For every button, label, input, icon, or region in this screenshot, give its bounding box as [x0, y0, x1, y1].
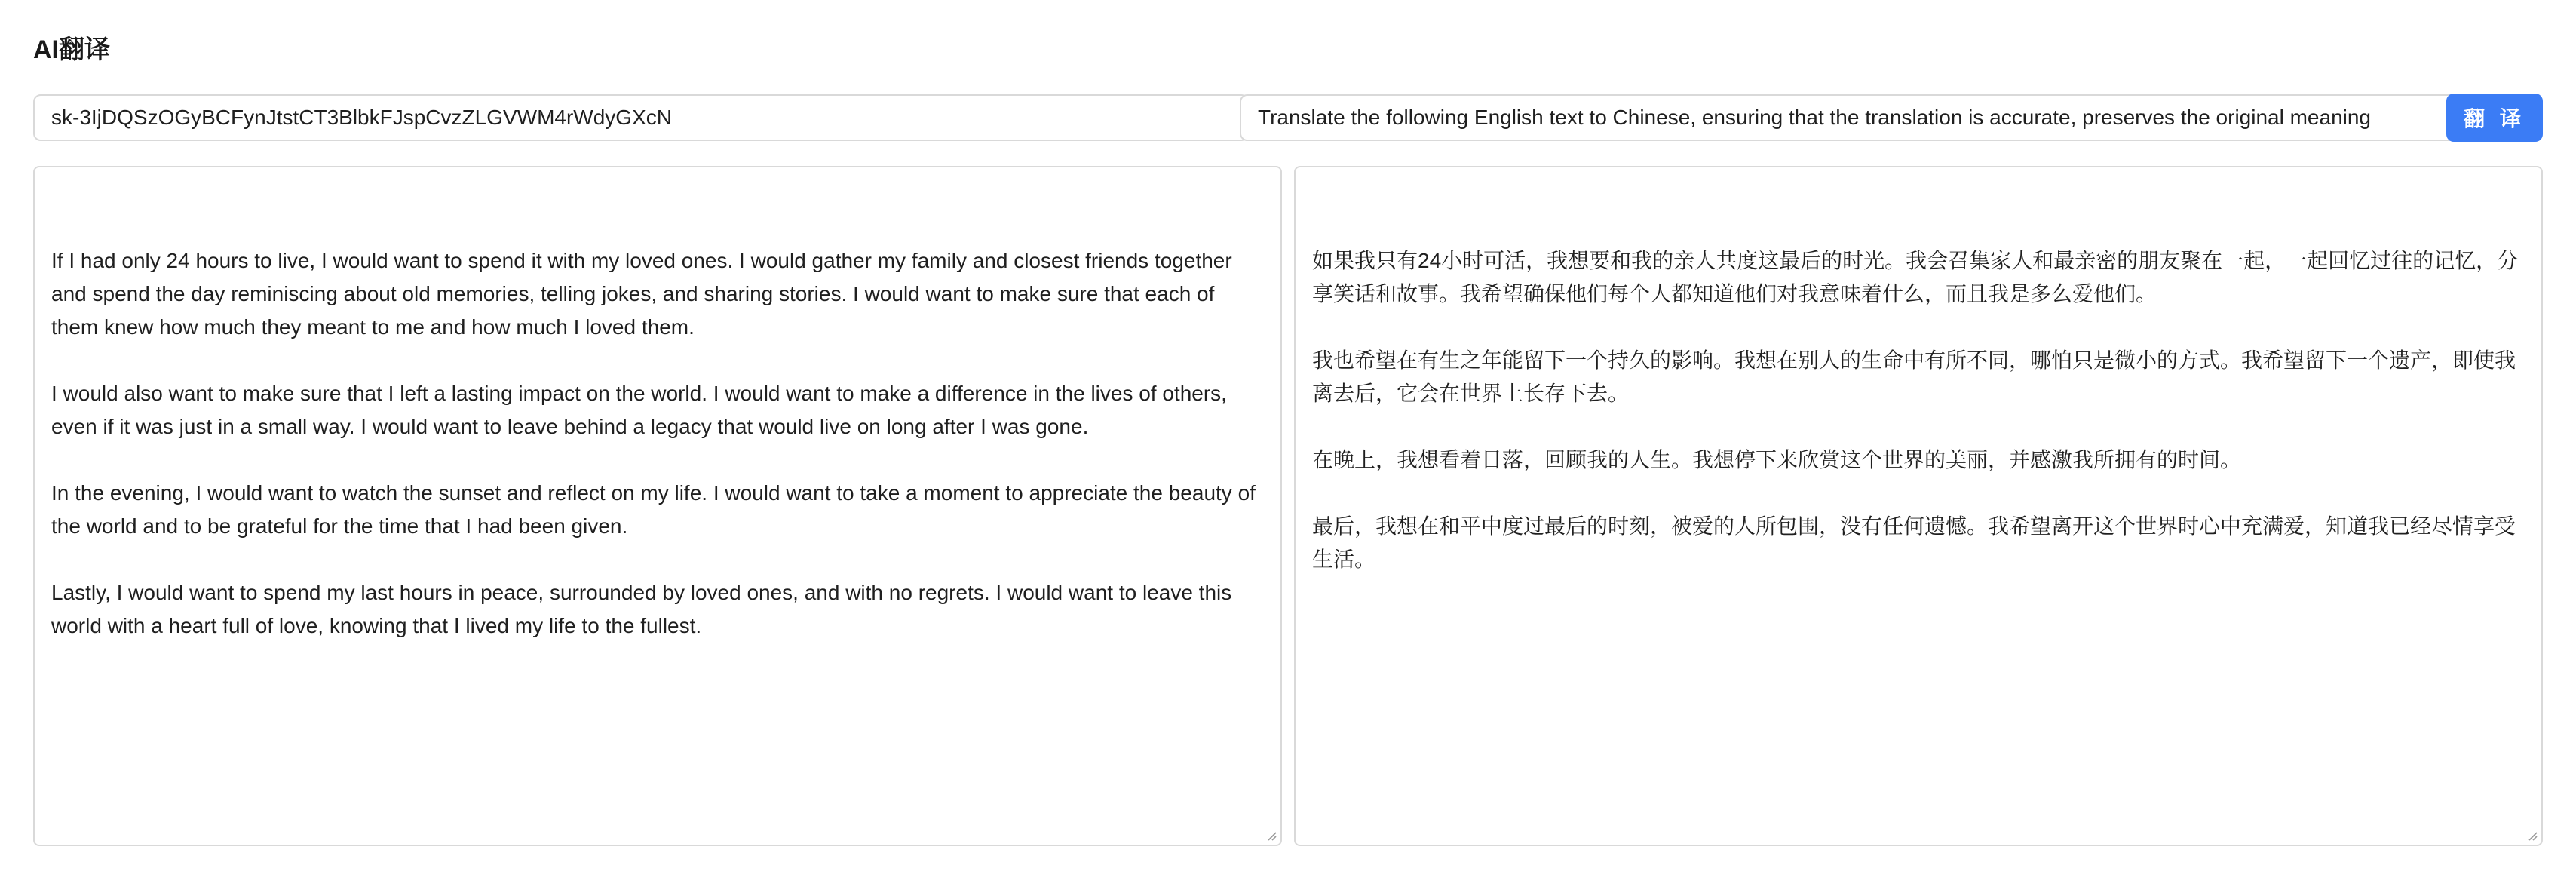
prompt-input[interactable]: [1240, 94, 2457, 141]
translate-button[interactable]: 翻 译: [2446, 94, 2543, 142]
result-textarea[interactable]: [1294, 166, 2543, 846]
resize-handle-icon[interactable]: [1265, 830, 1277, 842]
source-textarea[interactable]: [33, 166, 1282, 846]
translator-page: [33, 0, 2543, 890]
api-key-input[interactable]: [33, 94, 1249, 141]
page-title: AI翻译: [33, 35, 110, 64]
resize-handle-icon[interactable]: [2526, 830, 2538, 842]
source-text: If I had only 24 hours to live, I would want to spend it with my loved ones. I would gather my family and closest friends together and spend the day reminiscing about old memories, telling jokes, and sharing stories. I would want to make sure that each of them knew how much they meant to me and how much I loved them. I would also want to make sure that I left a lasting impact on the world. I would want to make a difference in the lives of others, even if it was just in a small way. I would want to leave behind a legacy that would live on long after I was gone. In the evening, I would want to watch the sunset and reflect on my life. I would want to take a moment to appreciate the beauty of the world and to be grateful for the time that I had been given. Lastly, I would want to spend my last hours in peace, surrounded by loved ones, and with no regrets. I would want to leave this world with a heart full of love, knowing that I lived my life to the fullest.: [51, 249, 1256, 637]
result-text: 如果我只有24小时可活，我想要和我的亲人共度这最后的时光。我会召集家人和最亲密的朋友聚在一起，一起回忆过往的记忆，分享笑话和故事。我希望确保他们每个人都知道他们对我意味着什么，而且我是多么爱他们。 我也希望在有生之年能留下一个持久的影响。我想在别人的生命中有所不同，哪怕只是微小的方式。我希望留下一个遗产，即使我离去后，它会在世界上长存下去。 在晚上，我想看着日落，回顾我的人生。我想停下来欣赏这个世界的美丽，并感激我所拥有的时间。 最后，我想在和平中度过最后的时刻，被爱的人所包围，没有任何遗憾。我希望离开这个世界时心中充满爱，知道我已经尽情享受生活。: [1312, 249, 2519, 571]
